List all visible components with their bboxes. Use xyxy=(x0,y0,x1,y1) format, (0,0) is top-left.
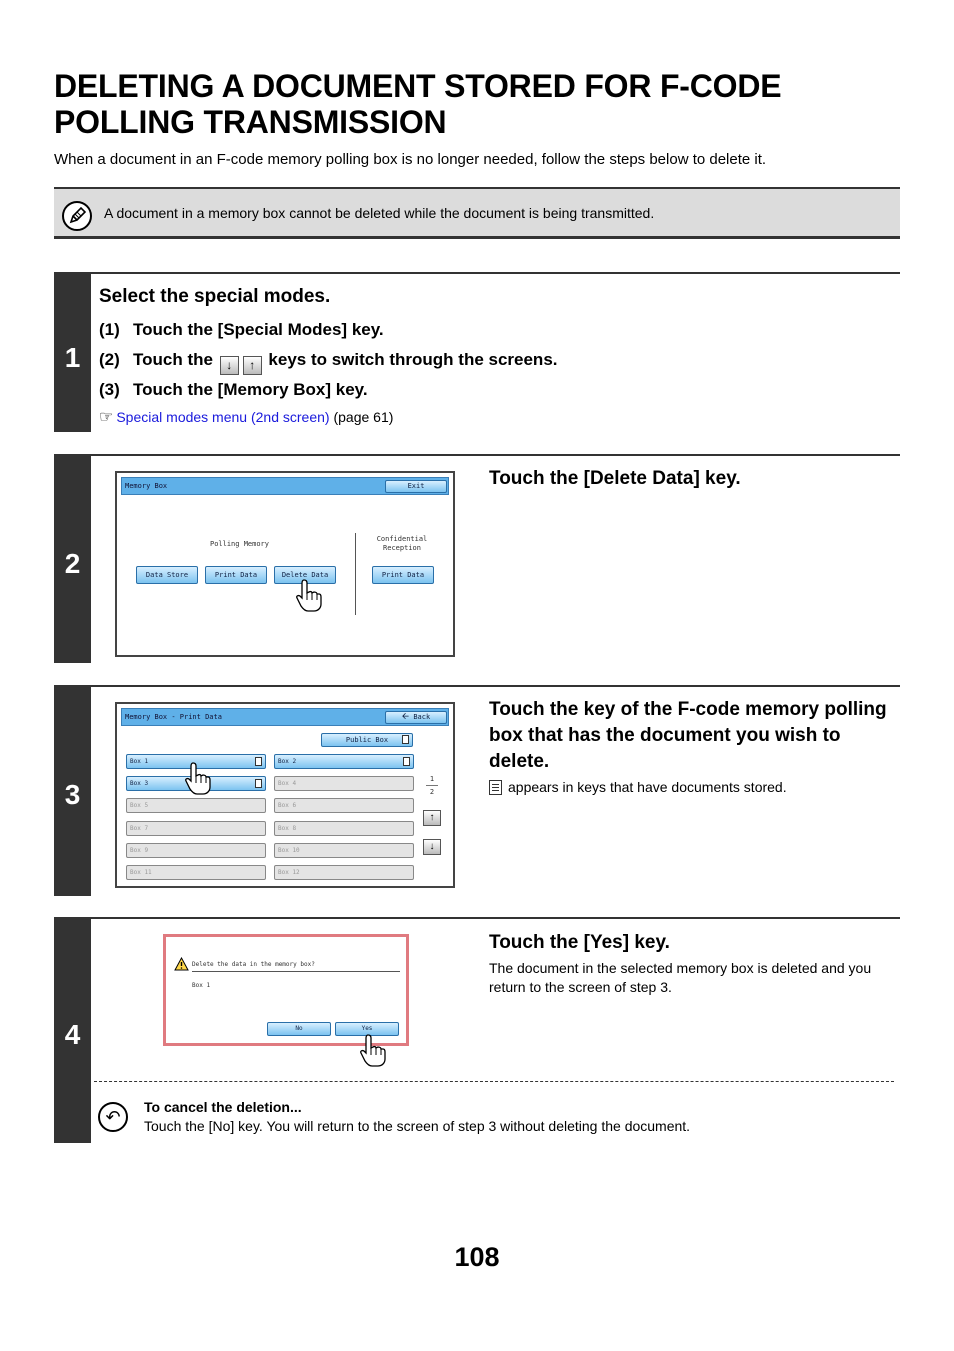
polling-memory-label: Polling Memory xyxy=(209,540,269,548)
document-icon xyxy=(255,779,262,788)
scroll-down-button[interactable] xyxy=(423,839,441,855)
pointing-hand-icon: ☞ xyxy=(99,409,114,426)
print-data-screen xyxy=(115,702,455,888)
box-key[interactable]: Box 8 xyxy=(274,821,414,836)
note-box xyxy=(54,187,900,239)
page-total: 2 xyxy=(429,788,435,796)
public-box-button[interactable]: Public Box xyxy=(321,733,413,747)
step-description: appears in keys that have documents stored. xyxy=(489,778,899,797)
box-key[interactable]: Box 12 xyxy=(274,865,414,880)
step-title: Touch the [Delete Data] key. xyxy=(489,468,741,489)
question-underline xyxy=(192,971,400,972)
reference-link[interactable]: Special modes menu (2nd screen) xyxy=(116,409,330,425)
warning-icon xyxy=(174,957,189,971)
page-number: 108 xyxy=(454,1242,500,1272)
step-title: Select the special modes. xyxy=(99,286,331,307)
hand-cursor-icon xyxy=(184,761,212,795)
step-title: Touch the [Yes] key. xyxy=(489,932,670,953)
delete-data-button[interactable]: Delete Data xyxy=(274,566,336,584)
box-key[interactable]: Box 10 xyxy=(274,843,414,858)
hand-cursor-icon xyxy=(359,1033,387,1067)
step-number: 4 xyxy=(64,1019,81,1050)
box-key[interactable]: Box 9 xyxy=(126,843,266,858)
substep-1: (1) Touch the [Special Modes] key. xyxy=(99,320,384,339)
up-arrow-key-icon: ↑ xyxy=(243,356,262,375)
return-arrow-icon: ↶ xyxy=(98,1102,128,1132)
step-number: 2 xyxy=(64,548,81,579)
hand-cursor-icon xyxy=(295,578,323,612)
reference: ☞ Special modes menu (2nd screen) (page 61) xyxy=(99,409,394,426)
scroll-up-button[interactable] xyxy=(423,810,441,826)
document-icon xyxy=(402,735,409,744)
screen-header: Memory Box - Print Data xyxy=(121,708,449,726)
substep-2: (2) Touch the ↓ ↑ keys to switch through the screens. xyxy=(99,350,558,375)
page-title: DELETING A DOCUMENT STORED FOR F-CODE POLLING TRANSMISSION xyxy=(54,68,782,140)
document-stored-icon xyxy=(489,780,502,795)
step-2 xyxy=(54,454,900,663)
print-data-button[interactable]: Print Data xyxy=(205,566,267,584)
back-button[interactable]: 🡨 Back xyxy=(385,711,447,724)
box-key[interactable]: Box 5 xyxy=(126,798,266,813)
box-key[interactable]: Box 2 xyxy=(274,754,414,769)
step-1 xyxy=(54,272,900,432)
box-key[interactable]: Box 1 xyxy=(126,754,266,769)
exit-button[interactable]: Exit xyxy=(385,480,447,493)
divider xyxy=(355,533,356,615)
up-arrow-icon: ↑ xyxy=(429,812,435,823)
back-arrow-icon: 🡨 xyxy=(401,712,410,722)
cancel-title: To cancel the deletion... xyxy=(144,1099,302,1115)
box-key[interactable]: Box 11 xyxy=(126,865,266,880)
box-name: Box 1 xyxy=(192,982,211,989)
confirm-dialog-screen xyxy=(163,934,409,1046)
page-current: 1 xyxy=(429,775,435,783)
step-title: Touch the key of the F-code memory polling box that has the document you wish to delete. xyxy=(489,699,887,772)
step-4 xyxy=(54,917,900,1143)
substep-3: (3) Touch the [Memory Box] key. xyxy=(99,380,368,399)
box-key[interactable]: Box 7 xyxy=(126,821,266,836)
document-icon xyxy=(255,757,262,766)
step-number: 3 xyxy=(64,779,81,810)
screen-header: Memory Box xyxy=(121,477,449,495)
box-key[interactable]: Box 6 xyxy=(274,798,414,813)
confidential-print-data-button[interactable]: Print Data xyxy=(372,566,434,584)
step-3 xyxy=(54,685,900,896)
memory-box-screen xyxy=(115,471,455,657)
step-description: The document in the selected memory box is deleted and you return to the screen of step 3. xyxy=(489,960,872,995)
page-divider xyxy=(426,785,438,786)
data-store-button[interactable]: Data Store xyxy=(136,566,198,584)
dashed-divider xyxy=(94,1081,894,1082)
intro-text: When a document in an F-code memory polling box is no longer needed, follow the steps below to delete it. xyxy=(54,151,767,168)
pencil-note-icon xyxy=(62,201,92,231)
step-number: 1 xyxy=(64,342,81,373)
yes-button[interactable]: Yes xyxy=(335,1022,399,1036)
confirm-question: Delete the data in the memory box? xyxy=(192,961,315,968)
cancel-text: Touch the [No] key. You will return to the screen of step 3 without deleting the document. xyxy=(144,1118,691,1134)
down-arrow-key-icon: ↓ xyxy=(220,356,239,375)
box-key[interactable]: Box 4 xyxy=(274,776,414,791)
document-icon xyxy=(403,757,410,766)
box-key[interactable]: Box 3 xyxy=(126,776,266,791)
no-button[interactable]: No xyxy=(267,1022,331,1036)
confidential-label: Confidential Reception xyxy=(376,535,428,552)
note-text: A document in a memory box cannot be deleted while the document is being transmitted. xyxy=(104,205,655,221)
down-arrow-icon: ↓ xyxy=(429,841,435,852)
